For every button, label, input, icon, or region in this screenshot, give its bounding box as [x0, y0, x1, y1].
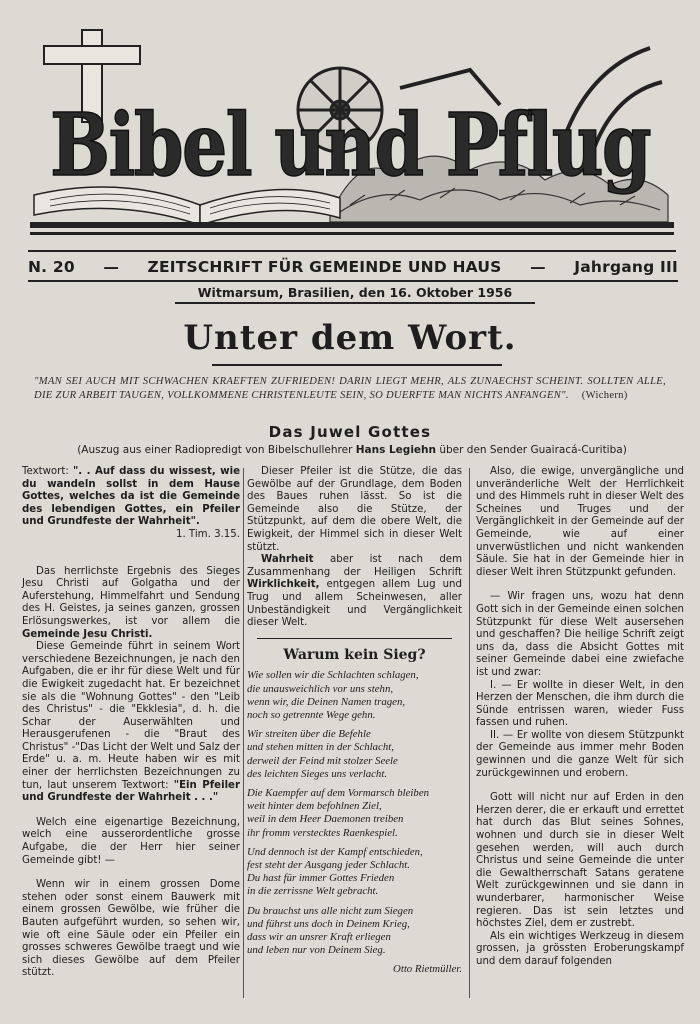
- masthead-title: Bibel und Pflug: [50, 95, 651, 196]
- paragraph: Wenn wir in einem grossen Dome stehen oder sonst einem Bauwerk mit einem grossen Gewölbe, wie früher die Bauten aufgeführt wurden, so sehen wir, wie oft eine Säule oder ein Pfeiler ein grosses schweres Gewölbe traegt und wie sich dieses Gewölbe auf dem Pfeiler stützt.: [22, 879, 240, 979]
- article-excerpt-note: [32, 444, 672, 456]
- paragraph: Welch eine eigenartige Bezeichnung, welch eine ausserordentliche grosse Aufgabe, die der Herr hier seiner Gemeinde gibt! —: [22, 816, 240, 866]
- paragraph: — Wir fragen uns, wozu hat denn Gott sich in der Gemeinde einen solchen Stützpunkt für diese Welt ausersehen und geschaffen? Die heilige Schrift zeigt uns da, dass die Absicht Gottes mit seiner Gemeinde dabei eine zwiefache ist und zwar:: [476, 591, 684, 678]
- epigraph-quote: [34, 375, 666, 403]
- poem-stanza: Die Kaempfer auf dem Vormarsch bleiben weit hinter dem befohlnen Ziel, weil in dem Heer Daemonen treiben ihr fromm verstecktes Raenkespiel.: [247, 786, 430, 839]
- paragraph-emphasis: "Ein Pfeiler und Grundfeste der Wahrheit . . .": [22, 779, 240, 804]
- textwort-label: Textwort:: [22, 466, 69, 477]
- issue-number: N. 20: [28, 258, 75, 276]
- issue-line: [28, 258, 678, 276]
- paragraph: [22, 641, 240, 805]
- paragraph: I. — Er wollte in dieser Welt, in den Herzen der Menschen, die ihm durch die Sünde entrissen waren, wieder Fuss fassen und ruhen.: [476, 679, 684, 729]
- dateline: Witmarsum, Brasilien, den 16. Oktober 1956: [197, 285, 513, 300]
- textwort-text: ". . Auf dass du wissest, wie du wandeln sollst in dem Hause Gottes, welches da ist die Gemeinde des lebendigen Gottes, ein Pfeiler und Grundfeste der Wahrheit".: [22, 466, 240, 528]
- textwort-reference: 1. Tim. 3.15.: [175, 528, 240, 540]
- publication-subtitle: ZEITSCHRIFT FÜR GEMEINDE UND HAUS: [147, 258, 502, 276]
- poem-stanza: Wie sollen wir die Schlachten schlagen, die unausweichlich vor uns stehn, wenn wir, die Deinen Namen tragen, noch so getrennte Wege gehn.: [247, 669, 419, 721]
- poem-stanza: Wir streiten über die Befehle und stehen mitten in der Schlacht, derweil der Feind mit stolzer Seele des leichten Sieges uns verlacht.: [247, 728, 398, 780]
- column-divider: [243, 468, 244, 998]
- paragraph: Dieser Pfeiler ist die Stütze, die das Gewölbe auf der Grundlage, dem Boden des Baues ruhen lässt. So ist die Gemeinde also die Stütze, der Stützpunkt, auf dem die obere Welt, die Ewigkeit, der Himmel sich in dieser Welt stützt.: [247, 466, 462, 553]
- quote-text: "MAN SEI AUCH MIT SCHWACHEN KRAEFTEN ZUFRIEDEN! DARIN LIEGT MEHR, ALS ZUNAECHST SCHEINT. SOLLTEN ALLE, DIE ZUR ARBEIT TAUGEN, VOLLKOMMENE CHRISTENLEUTE SEIN, SO DUERFTE MAN NICHTS ANFANGEN".: [34, 376, 666, 401]
- poem-author: Otto Rietmüller.: [393, 963, 462, 976]
- textwort: [22, 466, 240, 529]
- section-title: Unter dem Wort.: [183, 318, 517, 358]
- poem-title: Warum kein Sieg?: [283, 646, 426, 663]
- column-3: [476, 466, 684, 969]
- excerpt-post: über den Sender Guairacá-Curitiba): [439, 444, 627, 456]
- volume-label: Jahrgang III: [574, 258, 678, 276]
- paragraph-text: Das herrlichste Ergebnis des Sieges Jesu Christi auf Golgatha und der Auferstehung, Himmelfahrt und Sendung des H. Geistes, ja seines ganzen, grossen Erlösungswerkes, ist vor allem die: [22, 565, 240, 627]
- excerpt-pre: (Auszug aus einer Radiopredigt von Bibelschullehrer: [77, 444, 353, 456]
- paragraph: II. — Er wollte von diesem Stützpunkt der Gemeinde aus immer mehr Boden gewinnen und die ganze Welt für sich zurückgewinnen und erobern.: [476, 729, 684, 779]
- paragraph-text: Diese Gemeinde führt in seinem Wort verschiedene Bezeichnungen, je nach den Aufgaben, die er ihr für diese Welt und für die Ewigkeit zugedacht hat. Er bezeichnet sie als die "Wohnung Gottes" - den "Leib des Christus" - die "Ekklesia", d. h. die Schar der Auserwählten und Herausgerufenen - die "Braut des Christus" -"Das Licht der Welt und Salz der Erde" u. a. m. Heute haben wir es mit einer der herrlichsten Bezeichnungen zu tun, laut unserem Textwort:: [22, 641, 241, 791]
- masthead: [0, 0, 700, 250]
- quote-author: (Wichern): [581, 390, 628, 401]
- dash-separator: —: [103, 258, 120, 276]
- paragraph: Als ein wichtiges Werkzeug in diesem grossen, ja grössten Eroberungskampf und dem darauf folgenden: [476, 930, 684, 967]
- column-2: [247, 466, 462, 976]
- paragraph-text: entgegen allem Lug und Trug und allem Scheinwesen, aller Unbeständigkeit und Vergänglichkeit dieser Welt.: [247, 579, 462, 629]
- excerpt-author: Hans Legiehn: [355, 444, 436, 456]
- issue-divider: [28, 280, 678, 282]
- dateline-underline: [175, 302, 535, 304]
- paragraph-emphasis: Wahrheit: [261, 554, 314, 566]
- poem-stanza: Du brauchst uns alle nicht zum Siegen und führst uns doch in Deinem Krieg, dass wir an unsrer Kraft erliegen und leben nur von Deinem Sieg.: [247, 904, 414, 957]
- masthead-divider: [28, 250, 676, 252]
- paragraph: [22, 566, 240, 642]
- paragraph-emphasis: Wirklichkeit,: [247, 579, 320, 591]
- poem: [247, 669, 462, 957]
- section-title-underline: [212, 364, 502, 366]
- paragraph: Gott will nicht nur auf Erden in den Herzen derer, die er erkauft und errettet hat durch das Blut seines Sohnes, wohnen und durch sie in dieser Welt gesehen werden, will auch durch Christus und seine Gemeinde die unter die Gewaltherrschaft Satans geratene Welt zurückgewinnen und sie dann in wunderbarer, harmonischer Weise regieren. Das ist sein letztes und höchstes Ziel, dem er zustrebt.: [476, 792, 684, 930]
- paragraph-emphasis: Gemeinde Jesu Christi.: [22, 628, 153, 640]
- dash-separator: —: [530, 258, 546, 276]
- poem-divider: [257, 638, 452, 639]
- column-divider: [469, 468, 470, 998]
- paragraph: Also, die ewige, unvergängliche und unveränderliche Welt der Herrlichkeit und des Himmels ruht in dieser Welt des Scheines und Truges und der Vergänglichkeit in der Gemeinde auf der Gemeinde, wie auf einer unverwüstlichen und nicht wankenden Säule. Sie hat in der Gemeinde hier in dieser Welt ihren Stützpunkt gefunden.: [476, 466, 684, 578]
- article-title: Das Juwel Gottes: [268, 423, 432, 441]
- paragraph: [247, 554, 462, 630]
- column-1: [22, 466, 240, 980]
- paragraph-text: aber ist nach dem Zusammenhang der Heiligen Schrift: [247, 554, 462, 578]
- poem-stanza: Und dennoch ist der Kampf entschieden, fest steht der Ausgang jeder Schlacht. Du hast für immer Gottes Frieden in die zerrissne Welt gebracht.: [247, 845, 423, 898]
